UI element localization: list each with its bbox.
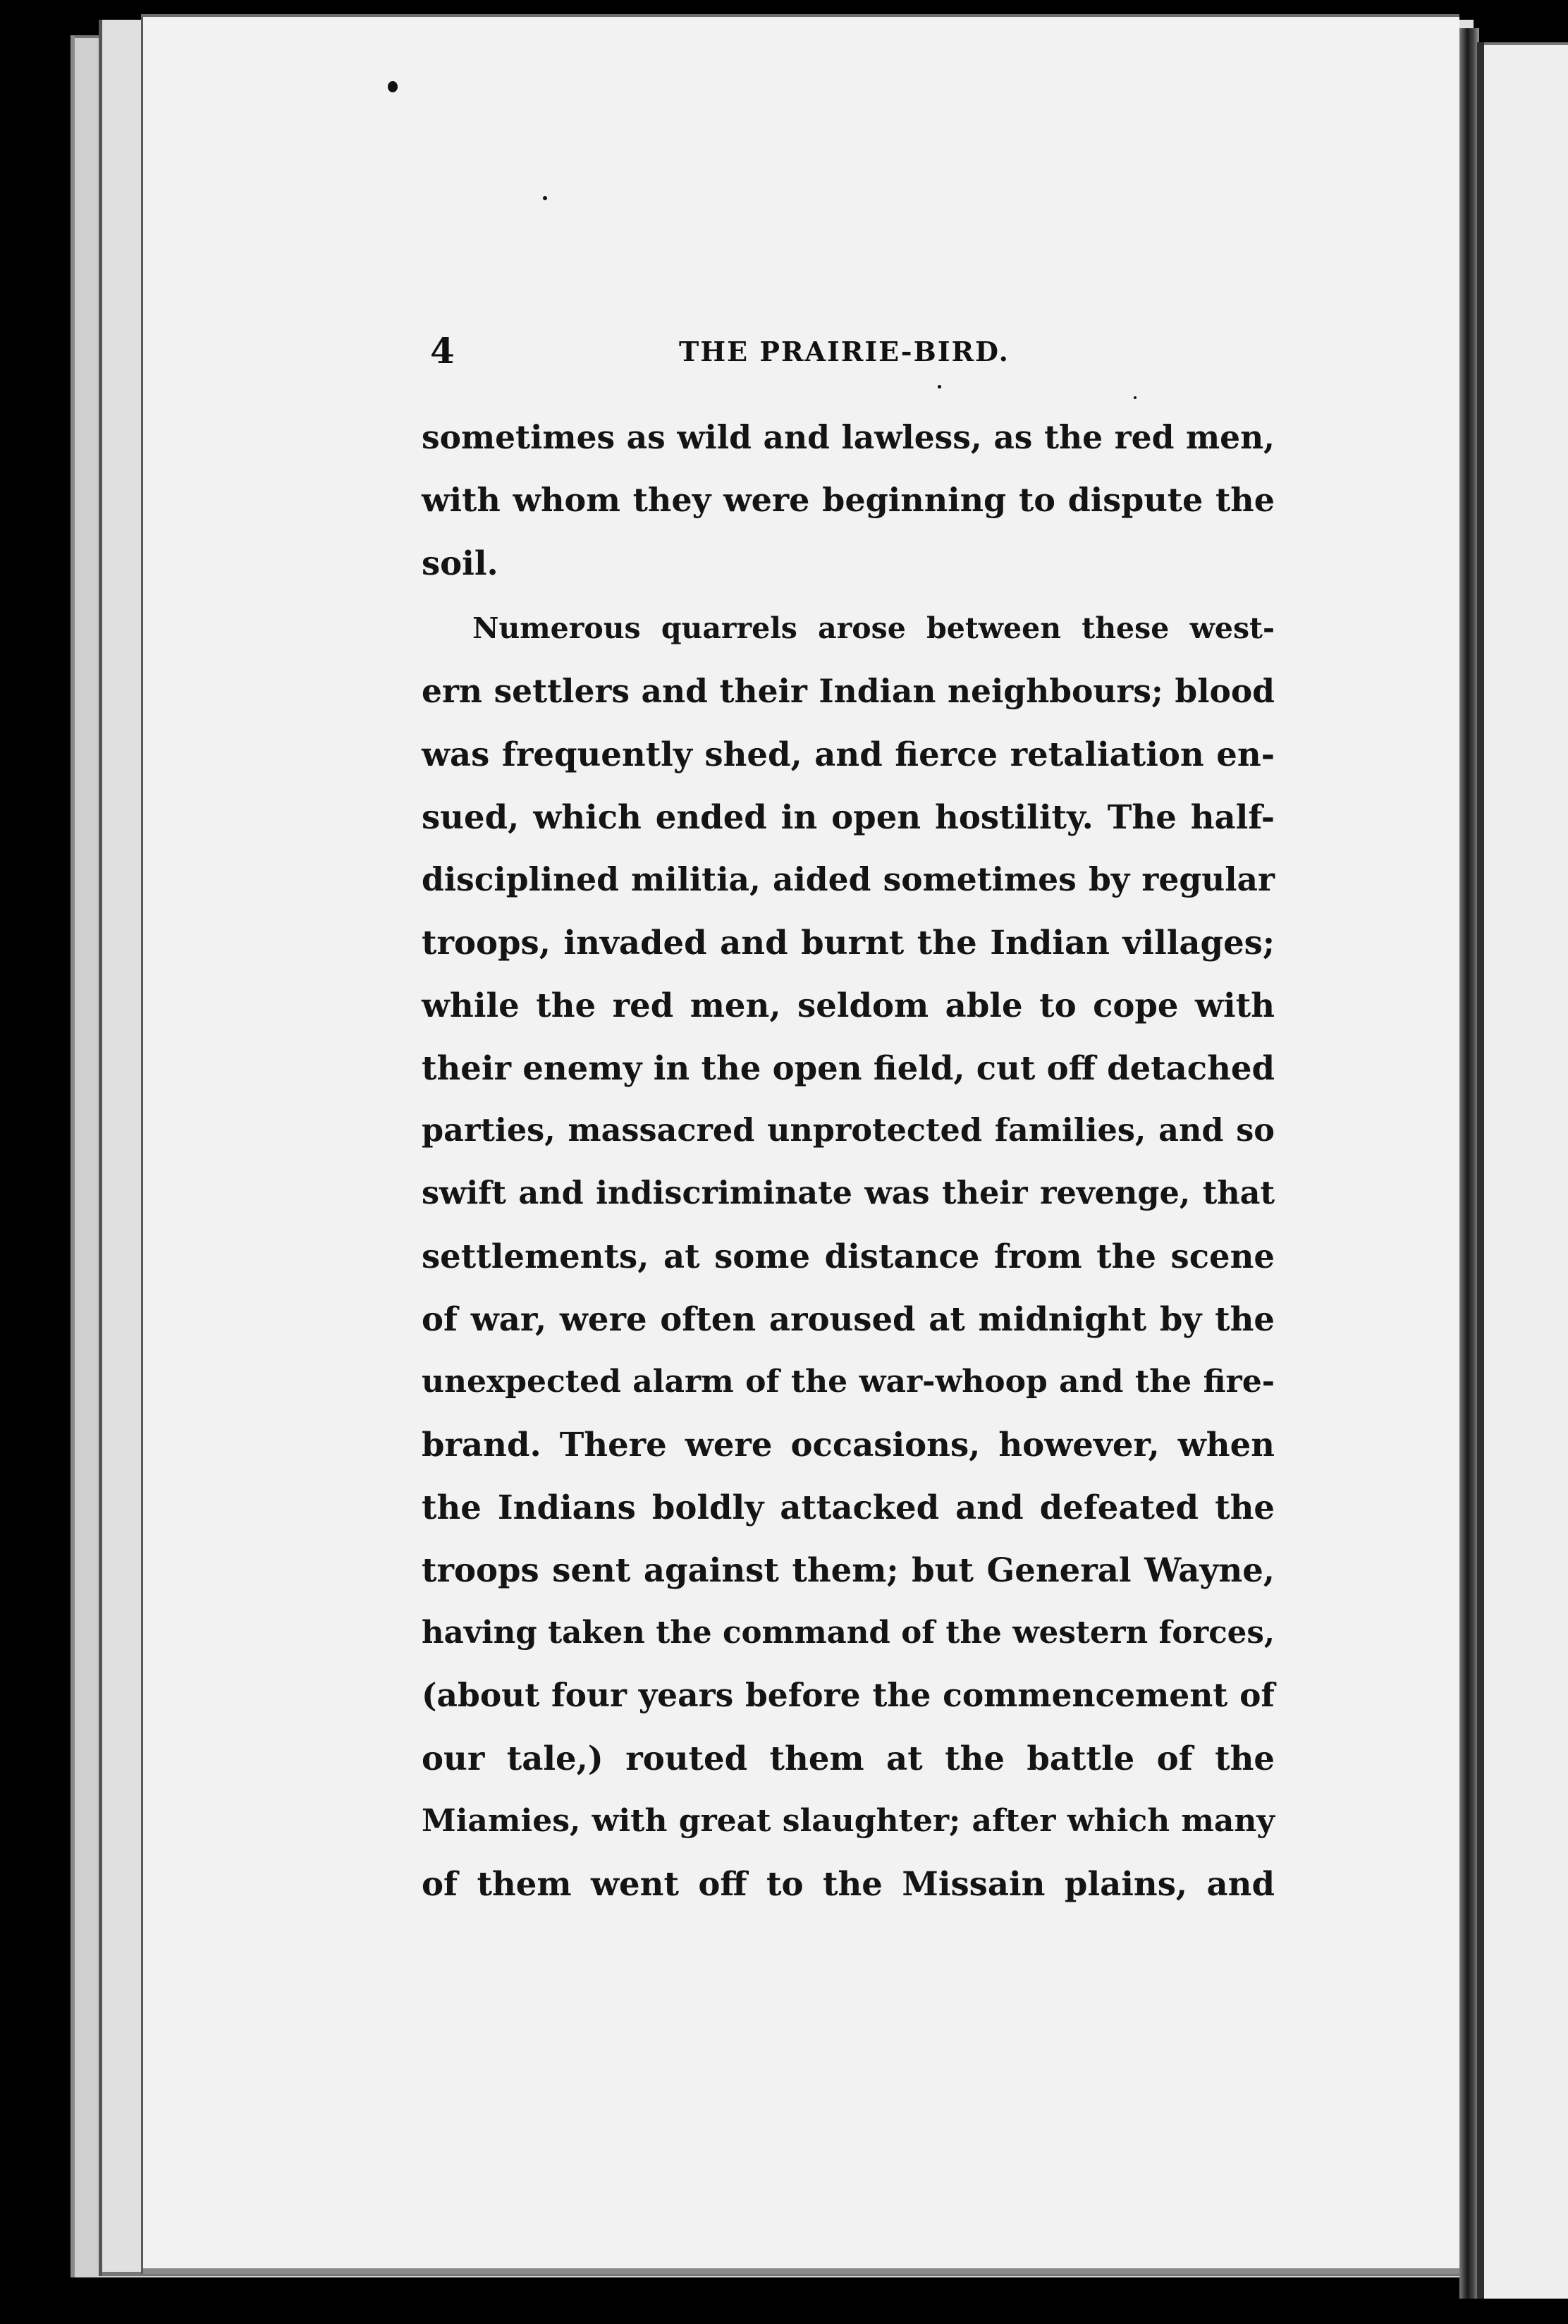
text-line: while the red men, seldom able to cope with [422,986,1275,1025]
text-line: ern settlers and their Indian neighbours; blood [422,672,1275,710]
book-gutter [1459,28,1479,2299]
text-line: the Indians boldly attacked and defeated the [422,1488,1275,1527]
running-head: THE PRAIRIE-BIRD. [679,336,1010,367]
page-header [430,330,1276,372]
text-line: sometimes as wild and lawless, as the red men, [422,418,1275,456]
text-line: swift and indiscriminate was their revenge, that [422,1175,1275,1211]
text-line: Numerous quarrels arose between these west- [472,611,1275,645]
text-line: having taken the command of the western forces, [422,1615,1275,1651]
text-line: unexpected alarm of the war-whoop and the fire- [422,1364,1275,1400]
text-line: (about four years before the commencement of [422,1676,1275,1714]
body-text [422,406,1275,1915]
ink-speck [543,196,547,200]
text-line: our tale,) routed them at the battle of the [422,1739,1275,1778]
text-line: Miamies, with great slaughter; after which many [422,1803,1275,1839]
text-line: troops, invaded and burnt the Indian villages; [422,923,1275,962]
text-line: was frequently shed, and fierce retaliation en- [422,735,1275,773]
ink-speck [1134,396,1137,399]
text-line: their enemy in the open field, cut off detached [422,1048,1275,1087]
ink-speck [388,81,398,92]
text-line: with whom they were beginning to dispute the [422,481,1275,519]
text-line: soil. [422,544,498,582]
text-line: parties, massacred unprotected families, and so [422,1112,1275,1149]
text-line: settlements, at some distance from the scene [422,1237,1275,1276]
ink-speck [938,385,941,389]
text-line: sued, which ended in open hostility. The half- [422,797,1275,836]
paragraph [422,597,1275,1915]
text-line: disciplined militia, aided sometimes by regular [422,860,1275,898]
paragraph [422,406,1275,594]
text-line: brand. There were occasions, however, when [422,1425,1275,1464]
text-line: of them went off to the Missain plains, and [422,1864,1275,1903]
text-line: of war, were often aroused at midnight by the [422,1299,1275,1338]
page-number: 4 [430,330,455,372]
text-line: troops sent against them; but General Wayne, [422,1551,1275,1589]
facing-page-edge [1477,42,1568,2299]
